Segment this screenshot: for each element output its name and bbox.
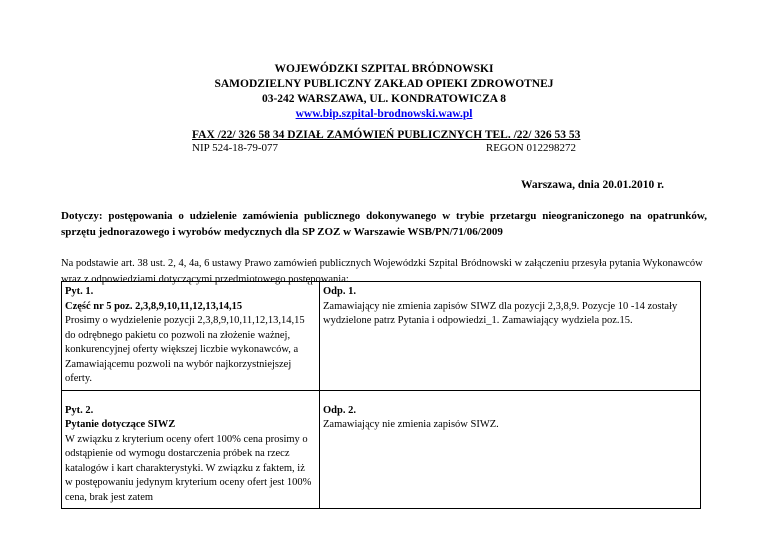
table-row <box>62 282 701 391</box>
regon-number: REGON 012298272 <box>485 142 576 154</box>
qa-table <box>61 281 701 509</box>
website-line <box>0 107 768 122</box>
subject-paragraph: Dotyczy: postępowania o udzielenie zamówienia publicznego dokonywanego w trybie przetargu nieograniczonego na opatrunków, sprzętu jednorazowego i wyrobów medycznych dla SP ZOZ w Warszawie WSB/PN/71/06/2009 <box>61 210 707 238</box>
document-date: Warszawa, dnia 20.01.2010 r. <box>520 179 664 191</box>
question-text: W związku z kryterium oceny ofert 100% cena prosimy o odstąpienie od wymogu dostarczenia próbek na rzecz katalogów i kart charakterystyki. W związku z faktem, iż w postępowaniu jedynym kryterium oceny ofert jest 100% cena, brak jest zatem <box>65 433 312 503</box>
answer-label: Odp. 2. <box>323 404 356 416</box>
table-row <box>62 390 701 509</box>
intro-paragraph: Na podstawie art. 38 ust. 2, 4, 4a, 6 ustawy Prawo zamówień publicznych Wojewódzki Szpital Bródnowski w załączeniu przesyła pytania Wykonawców wraz z odpowiedziami dotyczącymi przedmiotowego postępowania: <box>61 258 703 285</box>
answer-cell <box>320 390 701 509</box>
answer-text: Zamawiający nie zmienia zapisów SIWZ dla pozycji 2,3,8,9. Pozycje 10 -14 zostały wydzielone patrz Pytania i odpowiedzi_1. Zamawiający wydziela poz.15. <box>323 300 678 326</box>
question-label: Pyt. 2. <box>65 404 94 416</box>
question-text: Prosimy o wydzielenie pozycji 2,3,8,9,10,11,12,13,14,15 do odrębnego pakietu co pozwoli na złożenie ważnej, konkurencyjnej oferty większej liczbie wykonawców, a Zamawiającemu pozwoli na wybór najkorzystniejszej oferty. <box>65 315 305 384</box>
answer-text: Zamawiający nie zmienia zapisów SIWZ. <box>323 419 499 430</box>
question-cell <box>62 390 320 509</box>
address: 03-242 WARSZAWA, UL. KONDRATOWICZA 8 <box>261 93 507 105</box>
question-label: Pyt. 1. <box>65 286 94 297</box>
hospital-name: WOJEWÓDZKI SZPITAL BRÓDNOWSKI <box>274 63 494 75</box>
question-cell <box>62 282 320 391</box>
institution-type: SAMODZIELNY PUBLICZNY ZAKŁAD OPIEKI ZDROWOTNEJ <box>214 78 554 90</box>
question-title: Pytanie dotyczące SIWZ <box>65 419 176 430</box>
fax-phone-line: FAX /22/ 326 58 34 DZIAŁ ZAMÓWIEŃ PUBLICZNYCH TEL. /22/ 326 53 53 <box>192 129 581 141</box>
website-link[interactable]: www.bip.szpital-brodnowski.waw.pl <box>295 108 473 120</box>
answer-cell <box>320 282 701 391</box>
question-title: Część nr 5 poz. 2,3,8,9,10,11,12,13,14,15 <box>65 300 243 312</box>
nip-number: NIP 524-18-79-077 <box>192 142 279 154</box>
answer-label: Odp. 1. <box>323 286 356 297</box>
